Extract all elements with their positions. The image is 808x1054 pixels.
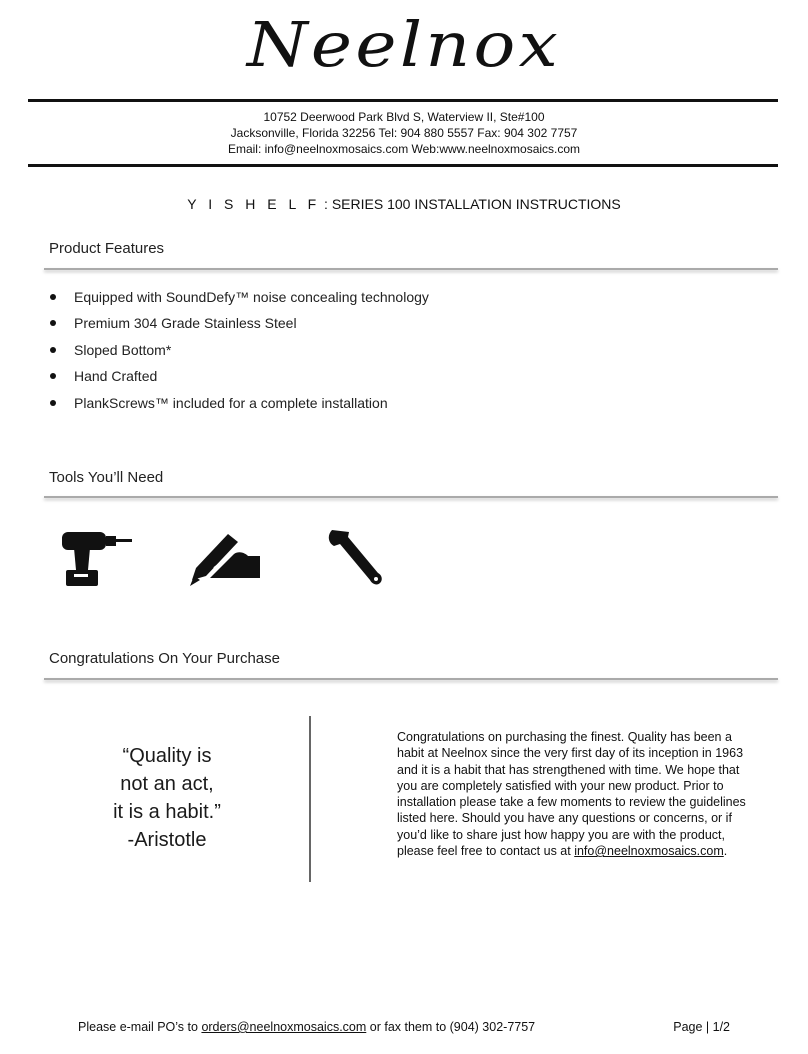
section-heading-features: Product Features: [49, 240, 165, 257]
footer-text-after: or fax them to (904) 302-7757: [366, 1020, 536, 1034]
company-address: [0, 109, 808, 157]
section-rule-features: [44, 268, 778, 270]
document-title: [0, 196, 808, 212]
address-line-3: Email: info@neelnoxmosaics.com Web:www.neelnoxmosaics.com: [227, 142, 581, 156]
section-heading-tools: Tools You’ll Need: [49, 469, 164, 486]
quote-line: “Quality is: [122, 745, 212, 767]
footer-note: [78, 1020, 535, 1034]
feature-item: PlankScrews™ included for a complete installation: [49, 392, 429, 418]
section-rule-tools: [44, 496, 778, 498]
feature-item: Premium 304 Grade Stainless Steel: [49, 312, 429, 338]
header-rule-top: [28, 99, 778, 102]
congrats-paragraph: [397, 729, 757, 859]
brand-logo: Neelnox: [246, 8, 562, 81]
wrench-icon: [326, 528, 386, 590]
orders-email-link[interactable]: orders@neelnoxmosaics.com: [201, 1020, 367, 1034]
footer-text-before: Please e-mail PO’s to: [78, 1020, 202, 1034]
feature-item: Equipped with SoundDefy™ noise concealing technology: [49, 286, 429, 312]
address-line-2: Jacksonville, Florida 32256 Tel: 904 880 5557 Fax: 904 302 7757: [230, 126, 578, 140]
page-number: Page | 1/2: [673, 1020, 730, 1034]
info-email-link[interactable]: info@neelnoxmosaics.com: [574, 844, 724, 859]
feature-list: [49, 286, 429, 418]
aristotle-quote: [84, 742, 250, 854]
section-rule-congrats: [44, 678, 778, 680]
pencil-hand-icon: [188, 528, 264, 588]
feature-item: Hand Crafted: [49, 365, 429, 391]
section-heading-congrats: Congratulations On Your Purchase: [49, 650, 280, 667]
congrats-text-end: .: [723, 844, 728, 859]
quote-line: not an act,: [120, 773, 214, 795]
quote-line: it is a habit.”: [113, 801, 221, 823]
congrats-text: Congratulations on purchasing the finest. Quality has been a habit at Neelnox since the very first day of its inception in 1963 and it is a habit that has strengthened with time. We hope that you are completely satisfied with your new product. Prior to installation please take a few moments to review the guidelines listed here. Should you have any questions or concerns, or if you’d like to share just how happy you are with the product, please feel free to contact us at: [397, 730, 746, 859]
vertical-divider: [309, 716, 311, 882]
quote-author: -Aristotle: [127, 829, 207, 851]
title-rest: : SERIES 100 INSTALLATION INSTRUCTIONS: [320, 196, 621, 212]
header-rule-bottom: [28, 164, 778, 167]
drill-icon: [60, 528, 134, 588]
feature-item: Sloped Bottom*: [49, 339, 429, 365]
title-brand: Y I S H E L F: [187, 196, 321, 212]
address-line-1: 10752 Deerwood Park Blvd S, Waterview II, Ste#100: [263, 110, 545, 124]
